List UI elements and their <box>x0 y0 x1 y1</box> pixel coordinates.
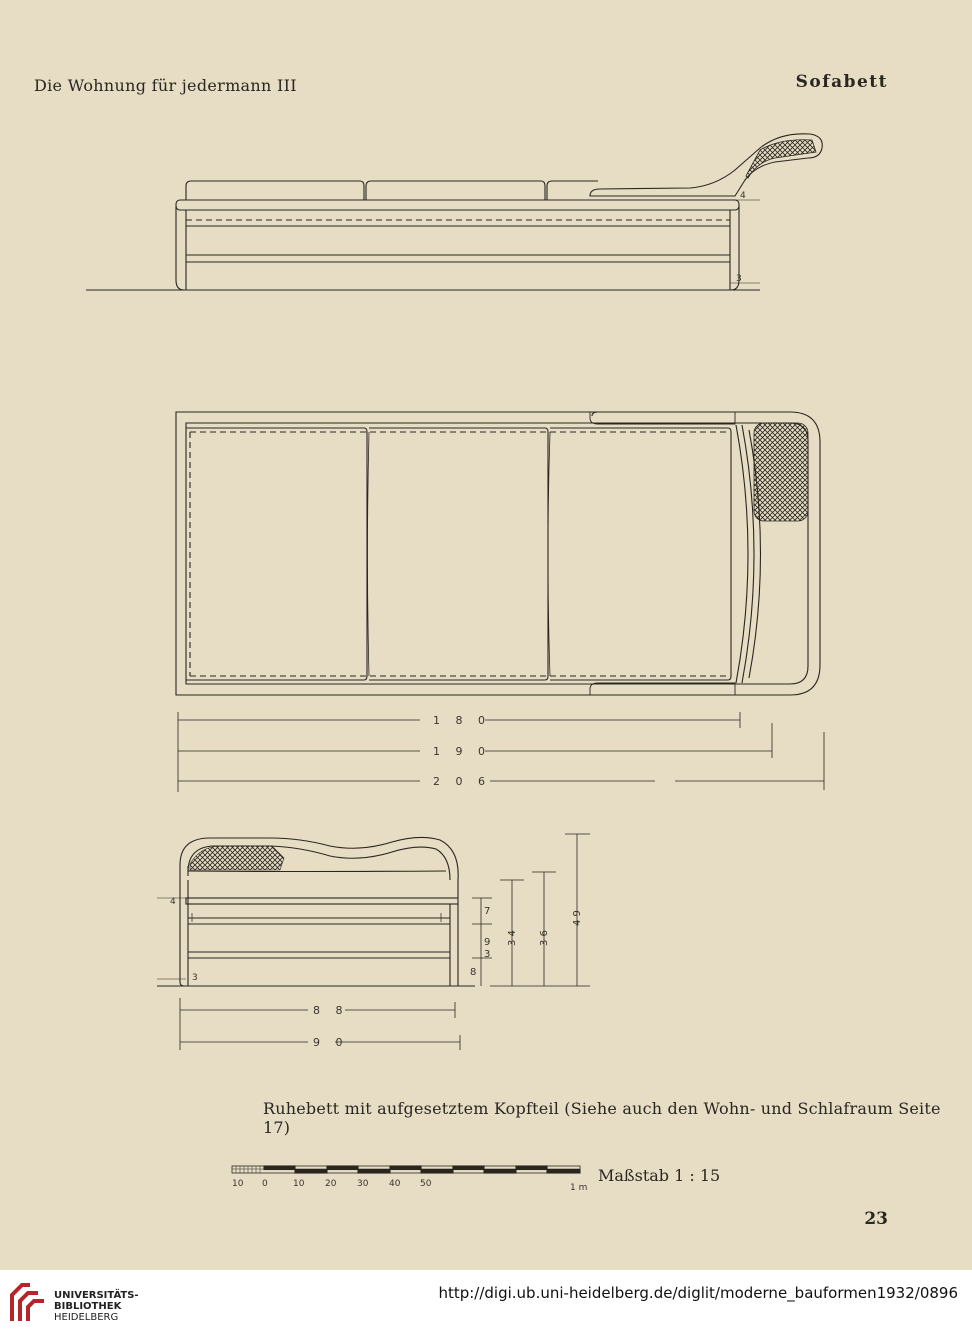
footer-bar <box>0 1270 972 1339</box>
scale-ticks <box>232 1179 587 1193</box>
dim-8: 8 <box>470 967 477 978</box>
scale-tick: 10 <box>293 1179 305 1189</box>
label-4-elevation: 4 <box>740 191 746 201</box>
library-name <box>54 1290 139 1323</box>
elevation-view <box>86 134 822 290</box>
library-line: UNIVERSITÄTS- <box>54 1290 139 1301</box>
dim-3: 3 <box>484 949 491 960</box>
dim-190: 1 9 0 <box>433 745 491 758</box>
end-view <box>157 837 475 986</box>
plan-dimension-lines <box>178 712 824 792</box>
scale-label: Maßstab 1 : 15 <box>598 1166 721 1185</box>
plan-view <box>176 412 820 695</box>
dim-88: 8 8 <box>313 1004 349 1017</box>
source-url-link[interactable]: http://digi.ub.uni-heidelberg.de/diglit/moderne_bauformen1932/0896 <box>438 1284 958 1302</box>
scale-bar <box>232 1166 580 1173</box>
library-line: BIBLIOTHEK <box>54 1301 122 1312</box>
dim-9: 9 <box>484 937 491 948</box>
figure-caption: Ruhebett mit aufgesetztem Kopfteil (Siehe auch den Wohn- und Schlafraum Seite 17) <box>263 1099 941 1137</box>
running-title: Die Wohnung für jedermann III <box>34 76 297 95</box>
dim-7: 7 <box>484 906 491 917</box>
scale-tick: 40 <box>389 1179 401 1189</box>
dim-206: 2 0 6 <box>433 775 491 788</box>
scale-tick: 50 <box>420 1179 432 1189</box>
scale-tick: 30 <box>357 1179 369 1189</box>
section-title: Sofabett <box>795 72 888 92</box>
dim-49: 4 9 <box>572 910 583 926</box>
dim-180: 1 8 0 <box>433 714 491 727</box>
scale-tick: 10 <box>232 1179 244 1189</box>
label-4-end: 4 <box>170 897 176 907</box>
scale-tick: 20 <box>325 1179 337 1189</box>
label-3-elevation: 3 <box>736 274 742 284</box>
dim-36: 3 6 <box>539 930 550 946</box>
dim-34: 3 4 <box>507 930 518 946</box>
scale-tick: 1 m <box>570 1183 588 1193</box>
library-logo-icon <box>8 1281 48 1327</box>
label-3-end: 3 <box>192 973 198 983</box>
library-line: HEIDELBERG <box>54 1312 119 1323</box>
scale-tick: 0 <box>262 1179 268 1189</box>
dim-90: 9 0 <box>313 1036 349 1049</box>
page-number: 23 <box>864 1209 888 1229</box>
